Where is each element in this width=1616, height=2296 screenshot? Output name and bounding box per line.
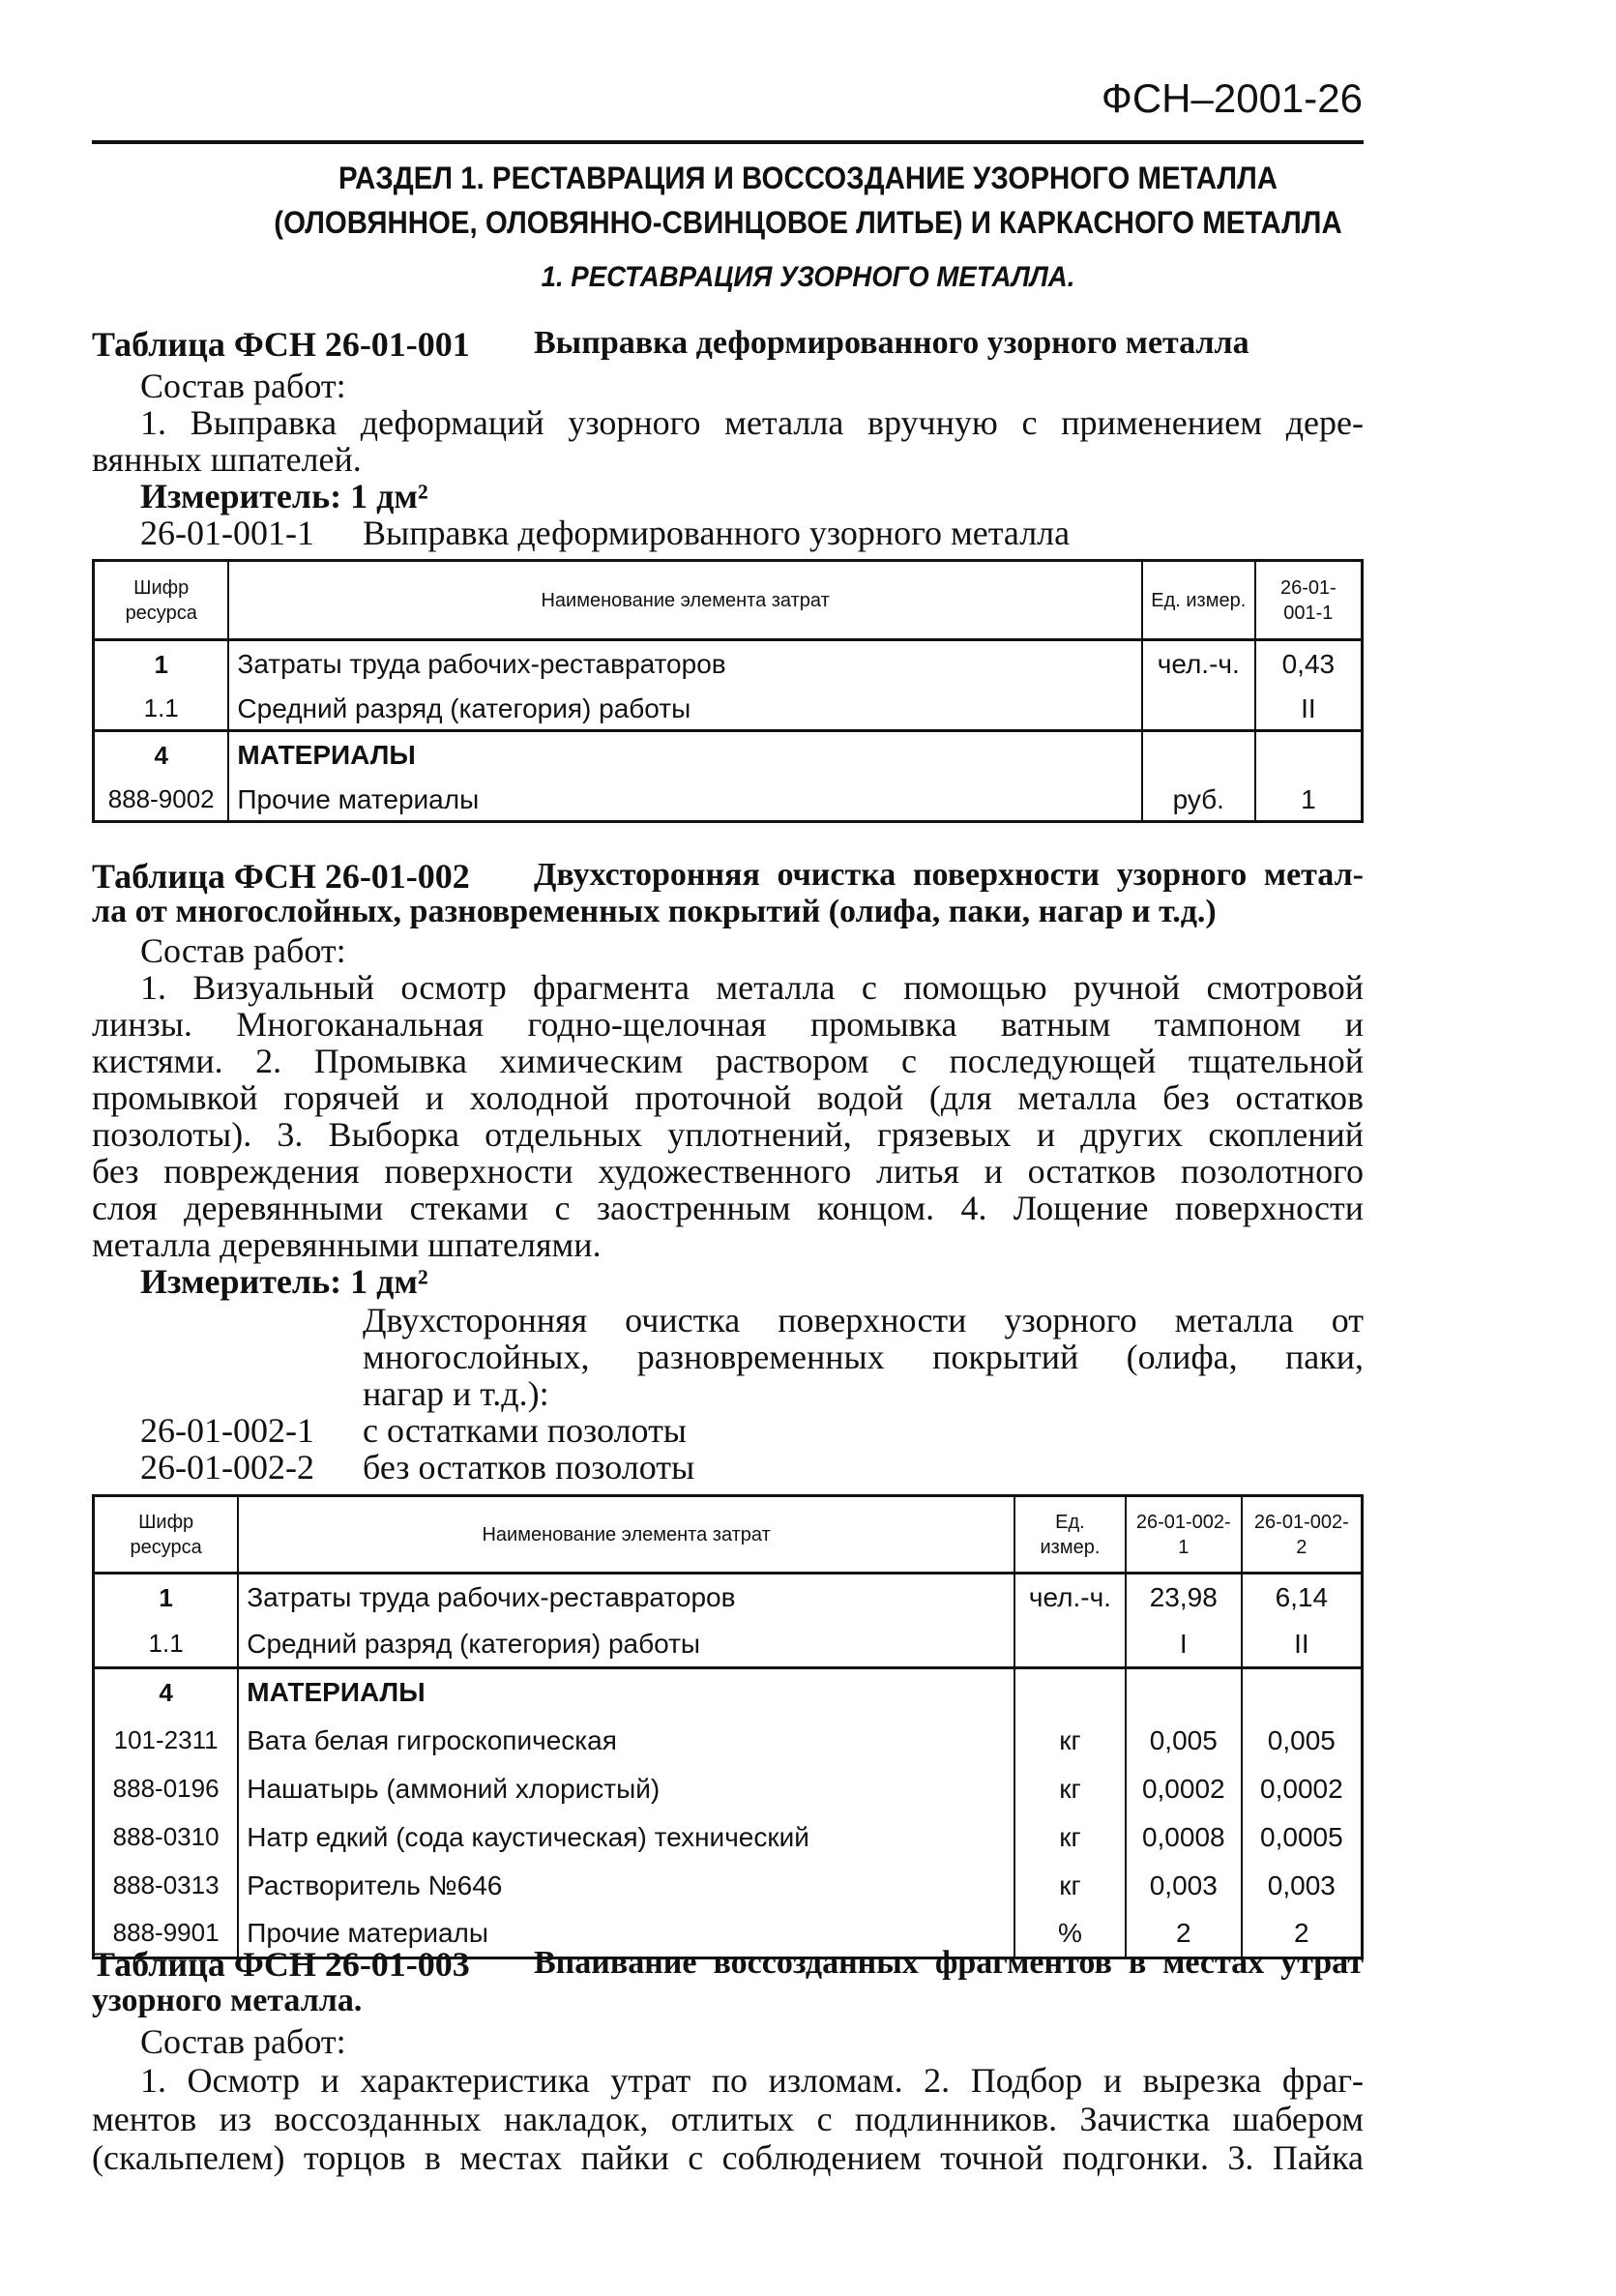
table2-title-line1: Двухсторонняя очистка поверхности узорного метал- xyxy=(534,857,1364,893)
table2-group-description: нагар и т.д.): xyxy=(363,1374,549,1413)
cell-name: Средний разряд (категория) работы xyxy=(238,1622,1014,1668)
cell-unit: чел.-ч. xyxy=(1142,640,1255,689)
table2-code: 26-01-002-1 xyxy=(140,1411,314,1450)
table2-work-line: без повреждения поверхности художественного литья и остатков позолотного xyxy=(92,1152,1364,1191)
cell-code: 4 xyxy=(94,731,229,780)
subsection-title: 1. РЕСТАВРАЦИЯ УЗОРНОГО МЕТАЛЛА. xyxy=(541,261,1075,293)
cell-code: 1.1 xyxy=(94,1622,239,1668)
cell-code: 888-0196 xyxy=(94,1765,239,1813)
table-row xyxy=(94,1813,1363,1862)
table-row xyxy=(94,1668,1363,1717)
table1-code: 26-01-001-1 xyxy=(140,514,314,552)
table2-work-line: промывкой горячей и холодной проточной водой (для металла без остатков xyxy=(92,1078,1364,1117)
table1-work-line2: вянных шпателей. xyxy=(92,440,362,479)
cell-value-1: 0,0002 xyxy=(1126,1765,1242,1813)
document-code: ФСН–2001-26 xyxy=(1101,75,1363,121)
col-header-name: Наименование элемента затрат xyxy=(238,1496,1014,1574)
cell-value-2: 0,0002 xyxy=(1242,1765,1363,1813)
cell-code: 888-9002 xyxy=(94,780,229,822)
table3-work-line: (скальпелем) торцов в местах пайки с соблюдением точной подгонки. 3. Пайка xyxy=(92,2138,1364,2177)
table-row xyxy=(94,640,1363,689)
table3-work-line: ментов из воссозданных накладок, отлитых с подлинников. Зачистка шабером xyxy=(92,2100,1364,2138)
col-header-unit: Ед. измер. xyxy=(1142,561,1255,640)
resource-table-2 xyxy=(92,1494,1364,1959)
col-header-code: Шифр ресурса xyxy=(94,561,229,640)
table2-work-line: линзы. Многоканальная годно-щелочная промывка ватным тампоном и xyxy=(92,1005,1364,1044)
cell-unit xyxy=(1142,731,1255,780)
cell-value-1 xyxy=(1126,1668,1242,1717)
table3-work-line: 1. Осмотр и характеристика утрат по изломам. 2. Подбор и вырезка фраг- xyxy=(140,2061,1364,2100)
cell-code: 888-0313 xyxy=(94,1862,239,1910)
cell-unit: % xyxy=(1014,1910,1126,1958)
table2-group-description: многослойных, разновременных покрытий (олифа, паки, xyxy=(363,1338,1364,1376)
table-row xyxy=(94,1574,1363,1622)
table1-work-heading: Состав работ: xyxy=(140,367,346,405)
table-row xyxy=(94,689,1363,731)
cell-code: 1 xyxy=(94,1574,239,1622)
col-header-value-2: 26-01-002-2 xyxy=(1242,1496,1363,1574)
cell-code: 1.1 xyxy=(94,689,229,731)
cell-value-2: 0,003 xyxy=(1242,1862,1363,1910)
table1-label: Таблица ФСН 26-01-001 xyxy=(92,325,470,364)
cell-unit xyxy=(1142,689,1255,731)
table2-work-heading: Состав работ: xyxy=(140,931,346,970)
table2-code: 26-01-002-2 xyxy=(140,1448,314,1487)
cell-value-1: 0,0008 xyxy=(1126,1813,1242,1862)
cell-code: 888-9901 xyxy=(94,1910,239,1958)
cell-value-2: II xyxy=(1242,1622,1363,1668)
cell-name: МАТЕРИАЛЫ xyxy=(238,1668,1014,1717)
table3-title-line1: Впаивание воссозданных фрагментов в местах утрат xyxy=(534,1945,1364,1981)
header-rule xyxy=(92,140,1364,144)
table1-measure: Измеритель: 1 дм² xyxy=(140,477,428,515)
table3-work-heading: Состав работ: xyxy=(140,2022,346,2061)
cell-unit xyxy=(1014,1668,1126,1717)
cell-value xyxy=(1255,731,1363,780)
cell-name: Затраты труда рабочих-реставраторов xyxy=(238,1574,1014,1622)
col-header-unit: Ед. измер. xyxy=(1014,1496,1126,1574)
table3-label: Таблица ФСН 26-01-003 xyxy=(92,1945,470,1984)
cell-value-2: 0,0005 xyxy=(1242,1813,1363,1862)
cell-value-1: 0,003 xyxy=(1126,1862,1242,1910)
cell-value-2: 6,14 xyxy=(1242,1574,1363,1622)
cell-value: II xyxy=(1255,689,1363,731)
cell-unit: кг xyxy=(1014,1765,1126,1813)
table1-title: Выправка деформированного узорного металла xyxy=(534,325,1249,361)
cell-name: Растворитель №646 xyxy=(238,1862,1014,1910)
section-title-line1: РАЗДЕЛ 1. РЕСТАВРАЦИЯ И ВОССОЗДАНИЕ УЗОРНОГО МЕТАЛЛА xyxy=(338,161,1278,195)
table2-work-line: позолоты). 3. Выборка отдельных уплотнений, грязевых и других скоплений xyxy=(92,1115,1364,1154)
cell-value-1: 23,98 xyxy=(1126,1574,1242,1622)
table-row xyxy=(94,1622,1363,1668)
cell-value-1: I xyxy=(1126,1622,1242,1668)
cell-name: Вата белая гигроскопическая xyxy=(238,1717,1014,1765)
cell-name: Затраты труда рабочих-реставраторов xyxy=(228,640,1141,689)
table3-title-line2: узорного металла. xyxy=(92,1983,363,2018)
cell-name: Натр едкий (сода каустическая) технический xyxy=(238,1813,1014,1862)
table2-code-description: с остатками позолоты xyxy=(363,1411,687,1450)
table2-code-description: без остатков позолоты xyxy=(363,1448,695,1487)
cell-name: Прочие материалы xyxy=(228,780,1141,822)
cell-value: 1 xyxy=(1255,780,1363,822)
cell-name: МАТЕРИАЛЫ xyxy=(228,731,1141,780)
table1-code-description: Выправка деформированного узорного металла xyxy=(363,514,1071,552)
col-header-value-1: 26-01-002-1 xyxy=(1126,1496,1242,1574)
table2-title-line2: ла от многослойных, разновременных покрытий (олифа, паки, нагар и т.д.) xyxy=(92,894,1217,929)
col-header-code: Шифр ресурса xyxy=(94,1496,239,1574)
cell-value-2: 0,005 xyxy=(1242,1717,1363,1765)
table2-work-line: слоя деревянными стеками с заостренным концом. 4. Лощение поверхности xyxy=(92,1189,1364,1227)
table-row xyxy=(94,731,1363,780)
cell-value-1: 0,005 xyxy=(1126,1717,1242,1765)
table2-work-line: 1. Визуальный осмотр фрагмента металла с помощью ручной смотровой xyxy=(140,968,1364,1007)
cell-name: Средний разряд (категория) работы xyxy=(228,689,1141,731)
table-row xyxy=(94,1862,1363,1910)
table2-work-line: металла деревянными шпателями. xyxy=(92,1225,602,1264)
cell-value: 0,43 xyxy=(1255,640,1363,689)
cell-unit: кг xyxy=(1014,1862,1126,1910)
col-header-name: Наименование элемента затрат xyxy=(228,561,1141,640)
table-row xyxy=(94,1717,1363,1765)
table-header-row xyxy=(94,561,1363,640)
cell-value-2 xyxy=(1242,1668,1363,1717)
cell-unit: кг xyxy=(1014,1813,1126,1862)
section-title-line2: (ОЛОВЯННОЕ, ОЛОВЯННО-СВИНЦОВОЕ ЛИТЬЕ) И КАРКАСНОГО МЕТАЛЛА xyxy=(274,205,1342,240)
col-header-value: 26-01-001-1 xyxy=(1255,561,1363,640)
cell-unit: чел.-ч. xyxy=(1014,1574,1126,1622)
table2-measure: Измеритель: 1 дм² xyxy=(140,1262,428,1301)
cell-name: Прочие материалы xyxy=(238,1910,1014,1958)
cell-code: 101-2311 xyxy=(94,1717,239,1765)
cell-code: 888-0310 xyxy=(94,1813,239,1862)
table-row xyxy=(94,1765,1363,1813)
cell-unit: кг xyxy=(1014,1717,1126,1765)
table2-work-line: кистями. 2. Промывка химическим раствором с последующей тщательной xyxy=(92,1042,1364,1080)
table-row xyxy=(94,780,1363,822)
cell-unit xyxy=(1014,1622,1126,1668)
table2-group-description: Двухсторонняя очистка поверхности узорного металла от xyxy=(363,1301,1364,1339)
cell-code: 4 xyxy=(94,1668,239,1717)
cell-value-1: 2 xyxy=(1126,1910,1242,1958)
cell-unit: руб. xyxy=(1142,780,1255,822)
resource-table-1 xyxy=(92,559,1364,823)
cell-code: 1 xyxy=(94,640,229,689)
cell-value-2: 2 xyxy=(1242,1910,1363,1958)
table1-work-line1: 1. Выправка деформаций узорного металла вручную с применением дере- xyxy=(140,403,1364,442)
cell-name: Нашатырь (аммоний хлористый) xyxy=(238,1765,1014,1813)
table-header-row xyxy=(94,1496,1363,1574)
table2-label: Таблица ФСН 26-01-002 xyxy=(92,857,470,896)
